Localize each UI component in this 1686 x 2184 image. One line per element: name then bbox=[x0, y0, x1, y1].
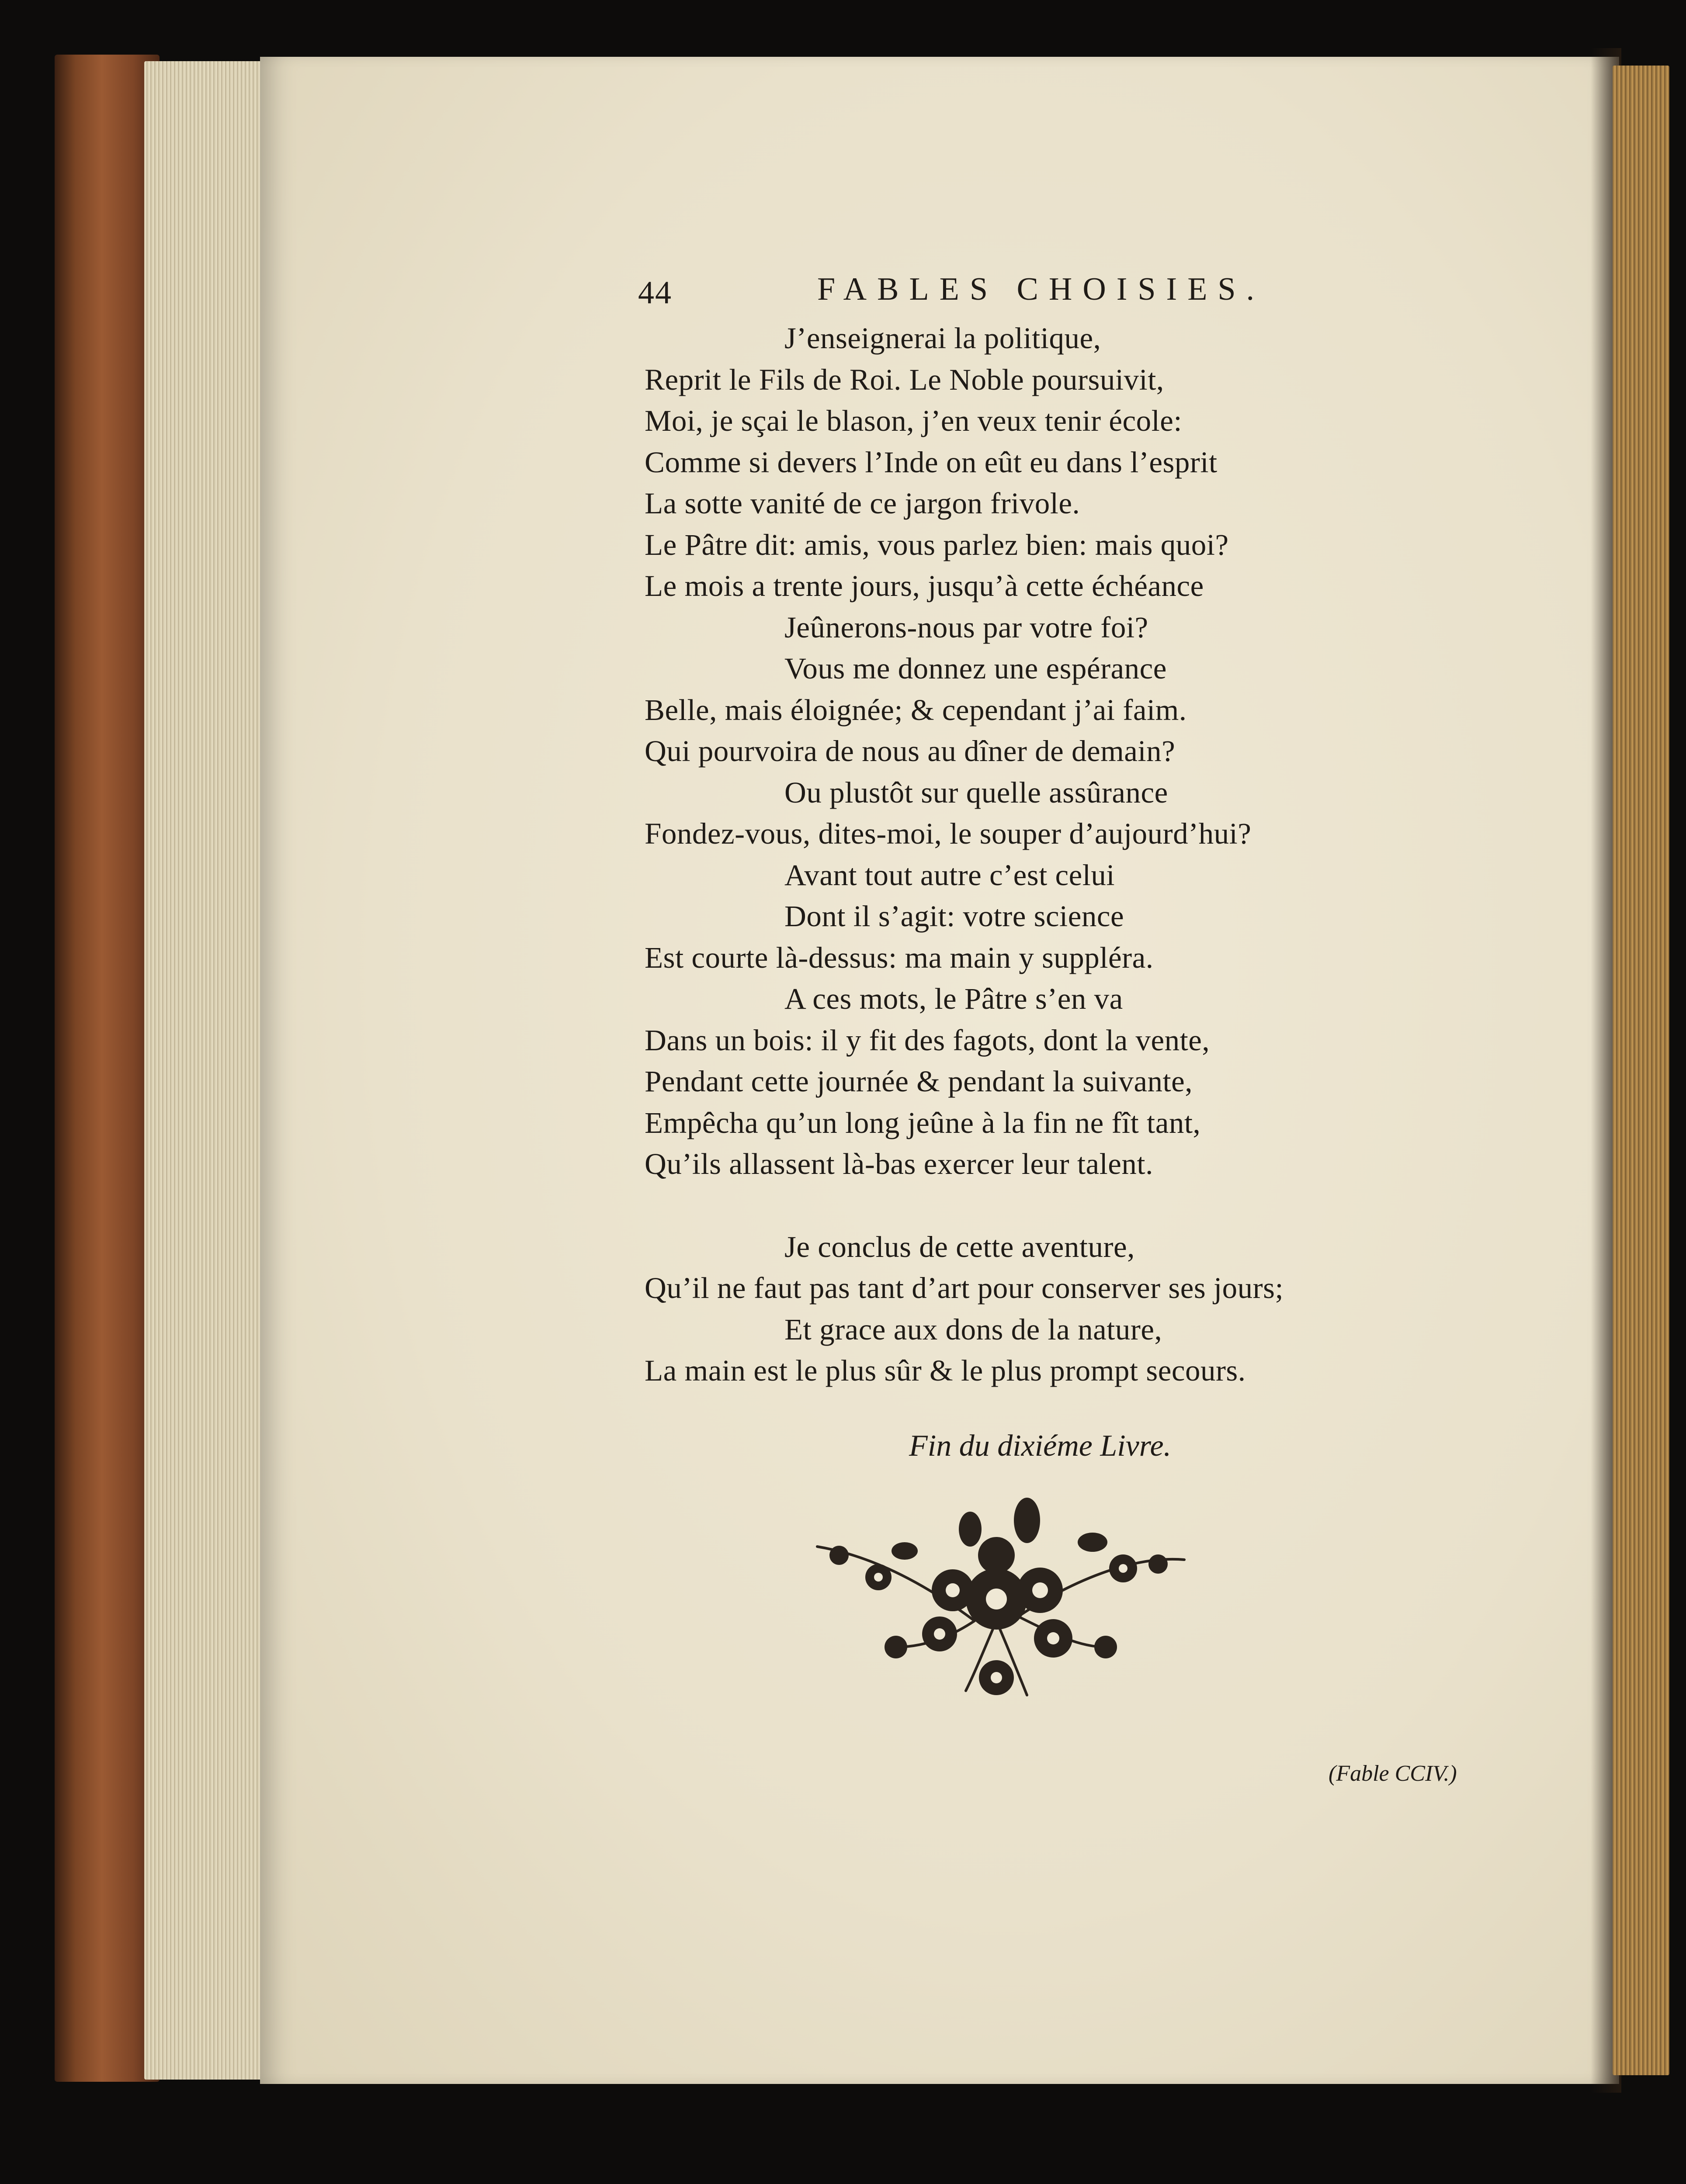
poem-line: Dans un bois: il y fit des fagots, dont la vente, bbox=[645, 1023, 1210, 1057]
leather-cover bbox=[55, 55, 160, 2082]
poem-line: Reprit le Fils de Roi. Le Noble poursuivit, bbox=[645, 363, 1164, 396]
poem-line: Qu’ils allassent là-bas exercer leur talent. bbox=[645, 1147, 1153, 1180]
poem-line: Moi, je sçai le blason, j’en veux tenir école: bbox=[645, 404, 1183, 437]
poem-line: Fondez-vous, dites-moi, le souper d’aujourd’hui? bbox=[645, 817, 1252, 850]
page-number: 44 bbox=[638, 275, 672, 311]
poem-line: Belle, mais éloignée; & cependant j’ai faim. bbox=[645, 693, 1187, 727]
poem-line: Et grace aux dons de la nature, bbox=[784, 1312, 1162, 1346]
facing-page-edge bbox=[1613, 66, 1669, 2075]
poem-line: Dont il s’agit: votre science bbox=[784, 900, 1124, 933]
poem-line: Le mois a trente jours, jusqu’à cette échéance bbox=[645, 569, 1204, 602]
poem-line: Pendant cette journée & pendant la suivante, bbox=[645, 1065, 1193, 1098]
floral-bouquet-icon bbox=[791, 1490, 1211, 1717]
running-head bbox=[638, 271, 1302, 310]
poem-line: J’enseignerai la politique, bbox=[784, 322, 1101, 355]
poem-line: Avant tout autre c’est celui bbox=[784, 858, 1115, 892]
poem-line: Empêcha qu’un long jeûne à la fin ne fît tant, bbox=[645, 1106, 1201, 1139]
poem-line: Ou plustôt sur quelle assûrance bbox=[784, 775, 1168, 809]
poem-line: Comme si devers l’Inde on eût eu dans l’esprit bbox=[645, 445, 1218, 479]
poem-line: La main est le plus sûr & le plus prompt secours. bbox=[645, 1354, 1246, 1387]
poem-line: La sotte vanité de ce jargon frivole. bbox=[645, 487, 1080, 520]
poem-line: Je conclus de cette aventure, bbox=[784, 1230, 1135, 1263]
poem-line: Est courte là-dessus: ma main y suppléra. bbox=[645, 941, 1154, 974]
poem-line: A ces mots, le Pâtre s’en va bbox=[784, 982, 1123, 1015]
poem-line: Vous me donnez une espérance bbox=[784, 652, 1167, 685]
catchword: (Fable CCIV.) bbox=[1329, 1761, 1457, 1786]
header-title: FABLES CHOISIES. bbox=[817, 271, 1265, 307]
poem-line: Le Pâtre dit: amis, vous parlez bien: mais quoi? bbox=[645, 528, 1229, 561]
poem-line: Qui pourvoira de nous au dîner de demain? bbox=[645, 734, 1176, 768]
poem-line: Qu’il ne faut pas tant d’art pour conserver ses jours; bbox=[645, 1271, 1284, 1305]
page-edges bbox=[144, 61, 269, 2080]
end-caption: Fin du dixiéme Livre. bbox=[909, 1429, 1172, 1463]
poem-line: Jeûnerons-nous par votre foi? bbox=[784, 610, 1148, 644]
